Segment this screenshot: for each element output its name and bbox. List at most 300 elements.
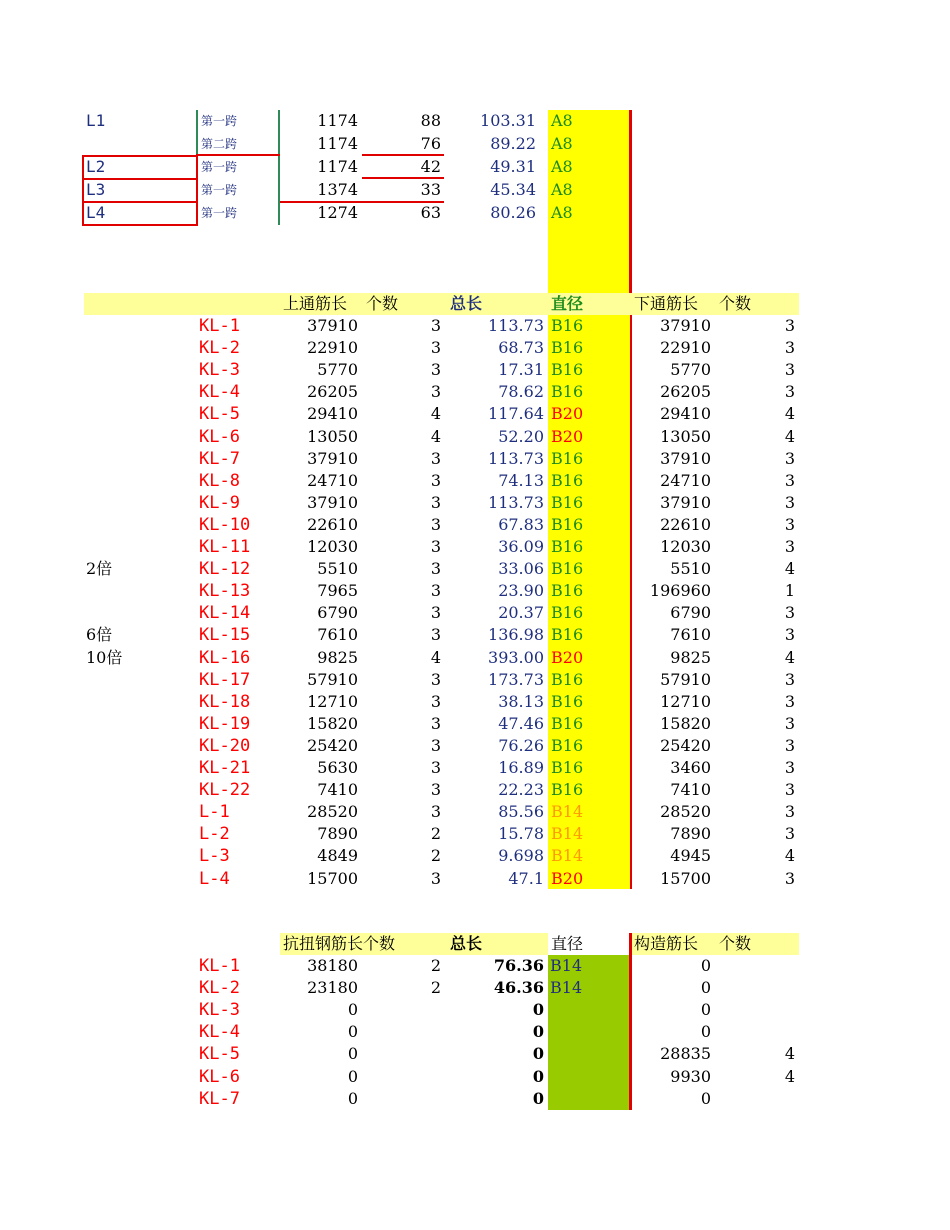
row-bottom-count: 3 (784, 713, 795, 733)
row-top-length: 9825 (317, 647, 358, 667)
row-diameter: B16 (551, 492, 584, 512)
row-top-length: 57910 (307, 669, 358, 689)
row-top-length: 12710 (307, 691, 358, 711)
row-beam-name: KL-5 (199, 1044, 240, 1065)
row-note (86, 868, 146, 890)
row-diameter: B16 (551, 581, 584, 601)
row-diameter: B16 (551, 559, 584, 579)
table-row (0, 823, 950, 845)
row-note (86, 448, 146, 470)
header-torsion-count: 个数 (363, 934, 396, 953)
table-row (0, 1088, 950, 1110)
row-total-length: 68.73 (498, 338, 544, 358)
table-row (0, 845, 950, 867)
header-torsion-length (283, 933, 403, 955)
row-bottom-length: 22610 (660, 514, 711, 534)
row-beam-name: KL-16 (199, 647, 251, 668)
row-diameter: B14 (551, 802, 584, 822)
header-diameter: 直径 (551, 294, 584, 313)
row-top-length: 5630 (317, 758, 358, 777)
row-total-length: 113.73 (488, 316, 544, 335)
table-row (0, 735, 950, 757)
row-top-length: 6790 (317, 603, 358, 623)
row-top-length: 15700 (307, 868, 358, 888)
row-beam-name: KL-2 (199, 338, 240, 359)
row-torsion-total: 0 (532, 1066, 544, 1086)
row-top-count: 2 (430, 824, 441, 844)
row-torsion-diameter (550, 1043, 610, 1065)
row-note (86, 315, 146, 337)
row-torsion-total: 0 (532, 1088, 544, 1108)
row-torsion-total: 46.36 (493, 978, 544, 998)
row-total-length: 47.1 (508, 868, 544, 888)
row-note (86, 470, 146, 492)
row-beam-name: KL-6 (199, 426, 240, 447)
row-bottom-count: 3 (784, 492, 795, 512)
table-row (0, 757, 950, 779)
row-diameter: B16 (551, 691, 584, 711)
row-bottom-length: 196960 (649, 581, 711, 601)
row-construct-length: 9930 (670, 1066, 711, 1086)
top-row-diameter: A8 (551, 111, 573, 130)
row-top-length: 37910 (307, 316, 358, 335)
top-row (0, 156, 950, 178)
row-beam-name: KL-11 (199, 537, 251, 557)
row-top-count: 3 (430, 802, 441, 822)
row-top-count: 4 (430, 647, 441, 667)
row-construct-length: 0 (700, 956, 711, 975)
row-note (86, 691, 146, 713)
row-diameter: B16 (551, 735, 584, 755)
row-torsion-length: 0 (347, 1000, 358, 1020)
row-top-length: 13050 (307, 426, 358, 446)
row-torsion-diameter: B14 (550, 956, 583, 975)
row-beam-name: KL-4 (199, 1022, 240, 1043)
row-total-length: 9.698 (498, 846, 544, 866)
row-torsion-diameter (550, 1088, 610, 1110)
row-top-length: 24710 (307, 470, 358, 490)
row-top-count: 3 (430, 735, 441, 755)
row-construct-length: 0 (700, 1000, 711, 1020)
row-bottom-count: 3 (784, 780, 795, 800)
row-top-count: 3 (430, 691, 441, 711)
table-row (0, 713, 950, 735)
row-top-count: 3 (430, 581, 441, 601)
row-bottom-length: 26205 (660, 382, 711, 402)
row-note (86, 801, 146, 823)
table-row (0, 955, 950, 977)
row-bottom-count: 1 (784, 581, 795, 601)
top-row-span: 第一跨 (201, 183, 238, 197)
table-row (0, 779, 950, 801)
top-row-label (86, 133, 146, 155)
row-bottom-count: 3 (784, 669, 795, 689)
table-row (0, 977, 950, 999)
row-top-count: 3 (430, 338, 441, 358)
row-beam-name: KL-1 (199, 316, 240, 336)
row-bottom-count: 3 (784, 338, 795, 358)
main-header-row (0, 293, 950, 315)
row-note (86, 514, 146, 536)
row-top-length: 5770 (317, 360, 358, 380)
row-top-count: 3 (430, 713, 441, 733)
row-bottom-length: 9825 (670, 647, 711, 667)
row-top-count: 4 (430, 426, 441, 446)
row-diameter: B20 (551, 426, 584, 446)
row-top-length: 4849 (317, 846, 358, 866)
table-row (0, 470, 950, 492)
row-torsion-length: 0 (347, 1066, 358, 1086)
row-top-count: 3 (430, 382, 441, 402)
row-top-count: 3 (430, 514, 441, 534)
row-note (86, 426, 146, 448)
table-row (0, 1021, 950, 1043)
table-row (0, 669, 950, 691)
row-torsion-total: 0 (532, 1022, 544, 1042)
row-bottom-count: 3 (784, 802, 795, 822)
row-total-length: 17.31 (498, 360, 544, 380)
row-bottom-count: 3 (784, 691, 795, 711)
row-bottom-count: 3 (784, 382, 795, 402)
row-top-length: 25420 (307, 735, 358, 755)
row-bottom-count: 4 (784, 559, 795, 579)
row-bottom-length: 7610 (670, 625, 711, 645)
row-top-count: 3 (430, 316, 441, 335)
row-beam-name: KL-13 (199, 581, 251, 602)
row-beam-name: KL-9 (199, 492, 240, 513)
row-bottom-count: 3 (784, 360, 795, 380)
top-row-label: L2 (86, 157, 106, 176)
row-torsion-diameter (550, 1021, 610, 1043)
row-construct-count (716, 955, 795, 977)
row-bottom-length: 15820 (660, 713, 711, 733)
top-row-diameter: A8 (551, 157, 573, 176)
row-top-length: 7610 (317, 625, 358, 645)
row-bottom-count: 3 (784, 448, 795, 468)
table-row (0, 492, 950, 514)
top-row-span: 第一跨 (201, 160, 238, 174)
top-row-length: 1174 (317, 157, 358, 176)
table-row (0, 999, 950, 1021)
row-bottom-count: 3 (784, 735, 795, 755)
row-bottom-length: 12710 (660, 691, 711, 711)
row-top-count: 4 (430, 404, 441, 424)
row-total-length: 78.62 (498, 382, 544, 402)
row-top-count: 3 (430, 758, 441, 777)
top-row-total: 103.31 (480, 111, 536, 130)
row-beam-name: KL-20 (199, 735, 251, 756)
row-beam-name: KL-1 (199, 956, 240, 976)
row-note (86, 381, 146, 403)
row-note: 2倍 (86, 559, 113, 579)
top-row-label: L1 (86, 111, 106, 130)
row-bottom-count: 3 (784, 316, 795, 335)
row-construct-length: 0 (700, 1088, 711, 1108)
table-row (0, 868, 950, 890)
row-bottom-count: 3 (784, 824, 795, 844)
row-beam-name: KL-18 (199, 691, 251, 712)
header-construct-count: 个数 (719, 934, 752, 953)
row-torsion-total: 0 (532, 1000, 544, 1020)
row-diameter: B16 (551, 316, 584, 335)
row-beam-name: KL-6 (199, 1066, 240, 1087)
row-beam-name: KL-15 (199, 625, 251, 646)
top-row-total: 49.31 (490, 157, 536, 176)
row-top-length: 37910 (307, 492, 358, 512)
row-construct-count: 4 (784, 1066, 795, 1086)
row-bottom-length: 5770 (670, 360, 711, 380)
row-diameter: B16 (551, 758, 584, 777)
row-beam-name: L-1 (199, 802, 230, 823)
row-note: 10倍 (86, 647, 123, 667)
row-bottom-length: 37910 (660, 316, 711, 335)
table-row (0, 602, 950, 624)
row-top-count: 3 (430, 868, 441, 888)
row-note (86, 403, 146, 425)
table-row (0, 337, 950, 359)
row-bottom-count: 4 (784, 647, 795, 667)
row-total-length: 113.73 (488, 492, 544, 512)
row-bottom-count: 3 (784, 758, 795, 777)
top-row-total: 80.26 (490, 203, 536, 222)
row-beam-name: KL-8 (199, 470, 240, 491)
header-top-count: 个数 (366, 294, 399, 313)
row-diameter: B20 (551, 647, 584, 667)
torsion-header-row (0, 933, 950, 955)
row-diameter: B16 (551, 537, 584, 556)
row-torsion-count (362, 999, 441, 1021)
top-row-length: 1374 (317, 180, 358, 199)
row-total-length: 15.78 (498, 824, 544, 844)
row-construct-count: 4 (784, 1044, 795, 1064)
top-row-count: 33 (420, 180, 441, 199)
row-note (86, 492, 146, 514)
row-torsion-total: 0 (532, 1044, 544, 1064)
row-bottom-count: 3 (784, 470, 795, 490)
row-diameter: B16 (551, 470, 584, 490)
top-row-count: 88 (420, 111, 441, 130)
table-row (0, 647, 950, 669)
row-diameter: B16 (551, 713, 584, 733)
row-beam-name: L-3 (199, 846, 230, 867)
row-torsion-diameter (550, 1066, 610, 1088)
top-row-count: 76 (420, 134, 441, 153)
header-bottom-length: 下通筋长 (634, 294, 699, 313)
row-total-length: 38.13 (498, 691, 544, 711)
row-total-length: 113.73 (488, 448, 544, 468)
row-note (86, 359, 146, 381)
top-row-count: 63 (420, 203, 441, 222)
row-top-count: 3 (430, 603, 441, 623)
row-top-length: 22910 (307, 338, 358, 358)
top-row-count: 42 (420, 157, 441, 176)
row-torsion-count (362, 1021, 441, 1043)
row-beam-name: KL-19 (199, 713, 251, 734)
row-top-length: 37910 (307, 448, 358, 468)
row-bottom-length: 29410 (660, 404, 711, 424)
row-top-length: 22610 (307, 514, 358, 534)
row-total-length: 33.06 (498, 559, 544, 579)
row-torsion-length: 38180 (307, 956, 358, 975)
row-beam-name: KL-2 (199, 978, 240, 999)
row-note (86, 757, 146, 779)
row-total-length: 23.90 (498, 581, 544, 601)
row-beam-name: KL-7 (199, 1088, 240, 1109)
row-total-length: 36.09 (498, 537, 544, 556)
row-bottom-length: 7410 (670, 780, 711, 800)
row-top-count: 2 (430, 846, 441, 866)
row-bottom-length: 37910 (660, 448, 711, 468)
row-diameter: B16 (551, 625, 584, 645)
row-top-length: 15820 (307, 713, 358, 733)
row-torsion-total: 76.36 (493, 956, 544, 975)
row-bottom-count: 4 (784, 426, 795, 446)
row-total-length: 85.56 (498, 802, 544, 822)
row-construct-length: 0 (700, 978, 711, 998)
row-beam-name: KL-3 (199, 1000, 240, 1021)
row-note (86, 735, 146, 757)
top-row-length: 1174 (317, 134, 358, 153)
row-bottom-count: 3 (784, 537, 795, 556)
row-top-length: 12030 (307, 537, 358, 556)
row-construct-length: 0 (700, 1022, 711, 1042)
row-diameter: B20 (551, 404, 584, 424)
row-bottom-count: 3 (784, 603, 795, 623)
row-top-count: 3 (430, 360, 441, 380)
row-total-length: 76.26 (498, 735, 544, 755)
header-torsion-total: 总长 (450, 934, 483, 953)
row-construct-count (716, 1021, 795, 1043)
table-row (0, 536, 950, 558)
row-top-length: 28520 (307, 802, 358, 822)
row-beam-name: KL-5 (199, 404, 240, 425)
top-row (0, 202, 950, 224)
row-beam-name: KL-12 (199, 559, 251, 580)
row-note (86, 779, 146, 801)
table-row (0, 381, 950, 403)
row-diameter: B16 (551, 382, 584, 402)
row-bottom-count: 3 (784, 868, 795, 888)
row-diameter: B16 (551, 338, 584, 358)
row-bottom-length: 24710 (660, 470, 711, 490)
row-note (86, 845, 146, 867)
row-construct-count (716, 999, 795, 1021)
top-row (0, 179, 950, 201)
row-total-length: 173.73 (488, 669, 544, 689)
row-torsion-count (362, 1043, 441, 1065)
top-row-span: 第二跨 (201, 137, 238, 151)
row-note (86, 602, 146, 624)
row-total-length: 22.23 (498, 780, 544, 800)
row-beam-name: KL-14 (199, 603, 251, 624)
top-row-length: 1274 (317, 203, 358, 222)
row-bottom-length: 37910 (660, 492, 711, 512)
table-row (0, 426, 950, 448)
row-torsion-length: 0 (347, 1022, 358, 1042)
row-construct-length: 28835 (660, 1044, 711, 1064)
header-torsion-length-text: 抗扭钢筋长 (283, 934, 364, 953)
row-diameter: B14 (551, 846, 584, 866)
row-torsion-length: 23180 (307, 978, 358, 998)
row-bottom-count: 3 (784, 514, 795, 534)
top-row-total: 89.22 (490, 134, 536, 153)
top-row-diameter: A8 (551, 180, 573, 199)
row-diameter: B16 (551, 603, 584, 623)
row-beam-name: L-4 (199, 868, 230, 889)
header-top-length: 上通筋长 (283, 294, 348, 313)
row-top-length: 7890 (317, 824, 358, 844)
row-top-count: 3 (430, 537, 441, 556)
row-beam-name: KL-7 (199, 448, 240, 469)
row-bottom-length: 4945 (670, 846, 711, 866)
row-total-length: 20.37 (498, 603, 544, 623)
row-bottom-length: 25420 (660, 735, 711, 755)
row-total-length: 67.83 (498, 514, 544, 534)
row-torsion-count (362, 1088, 441, 1110)
row-top-length: 5510 (317, 559, 358, 579)
row-note (86, 536, 146, 558)
top-row-diameter: A8 (551, 134, 573, 153)
row-top-length: 7410 (317, 780, 358, 800)
row-torsion-length: 0 (347, 1044, 358, 1064)
header-bottom-count: 个数 (719, 294, 752, 313)
row-bottom-count: 4 (784, 846, 795, 866)
row-total-length: 136.98 (488, 625, 544, 645)
row-diameter: B14 (551, 824, 584, 844)
row-bottom-count: 4 (784, 404, 795, 424)
row-bottom-length: 3460 (670, 758, 711, 777)
row-diameter: B20 (551, 868, 584, 888)
row-total-length: 393.00 (488, 647, 544, 667)
row-bottom-length: 6790 (670, 603, 711, 623)
row-torsion-diameter (550, 999, 610, 1021)
top-row-diameter: A8 (551, 203, 573, 222)
row-bottom-length: 7890 (670, 824, 711, 844)
row-diameter: B16 (551, 669, 584, 689)
row-top-count: 3 (430, 669, 441, 689)
row-diameter: B16 (551, 514, 584, 534)
row-total-length: 16.89 (498, 758, 544, 777)
row-diameter: B16 (551, 780, 584, 800)
table-row (0, 359, 950, 381)
table-row (0, 448, 950, 470)
row-top-count: 3 (430, 470, 441, 490)
top-row-label: L3 (86, 180, 106, 199)
row-beam-name: KL-22 (199, 780, 251, 801)
row-top-count: 3 (430, 780, 441, 800)
table-row (0, 624, 950, 646)
top-row (0, 133, 950, 155)
table-row (0, 1066, 950, 1088)
row-bottom-length: 57910 (660, 669, 711, 689)
row-note: 6倍 (86, 625, 113, 645)
row-bottom-length: 28520 (660, 802, 711, 822)
row-total-length: 74.13 (498, 470, 544, 490)
row-bottom-length: 22910 (660, 338, 711, 358)
table-row (0, 403, 950, 425)
row-torsion-count (362, 1066, 441, 1088)
row-beam-name: KL-10 (199, 514, 251, 535)
row-total-length: 47.46 (498, 713, 544, 733)
row-bottom-count: 3 (784, 625, 795, 645)
row-top-length: 7965 (317, 581, 358, 601)
table-row (0, 514, 950, 536)
table-row (0, 1043, 950, 1065)
table-row (0, 558, 950, 580)
header-torsion-diameter: 直径 (551, 934, 584, 953)
header-total-length: 总长 (450, 294, 483, 313)
row-top-count: 3 (430, 559, 441, 579)
